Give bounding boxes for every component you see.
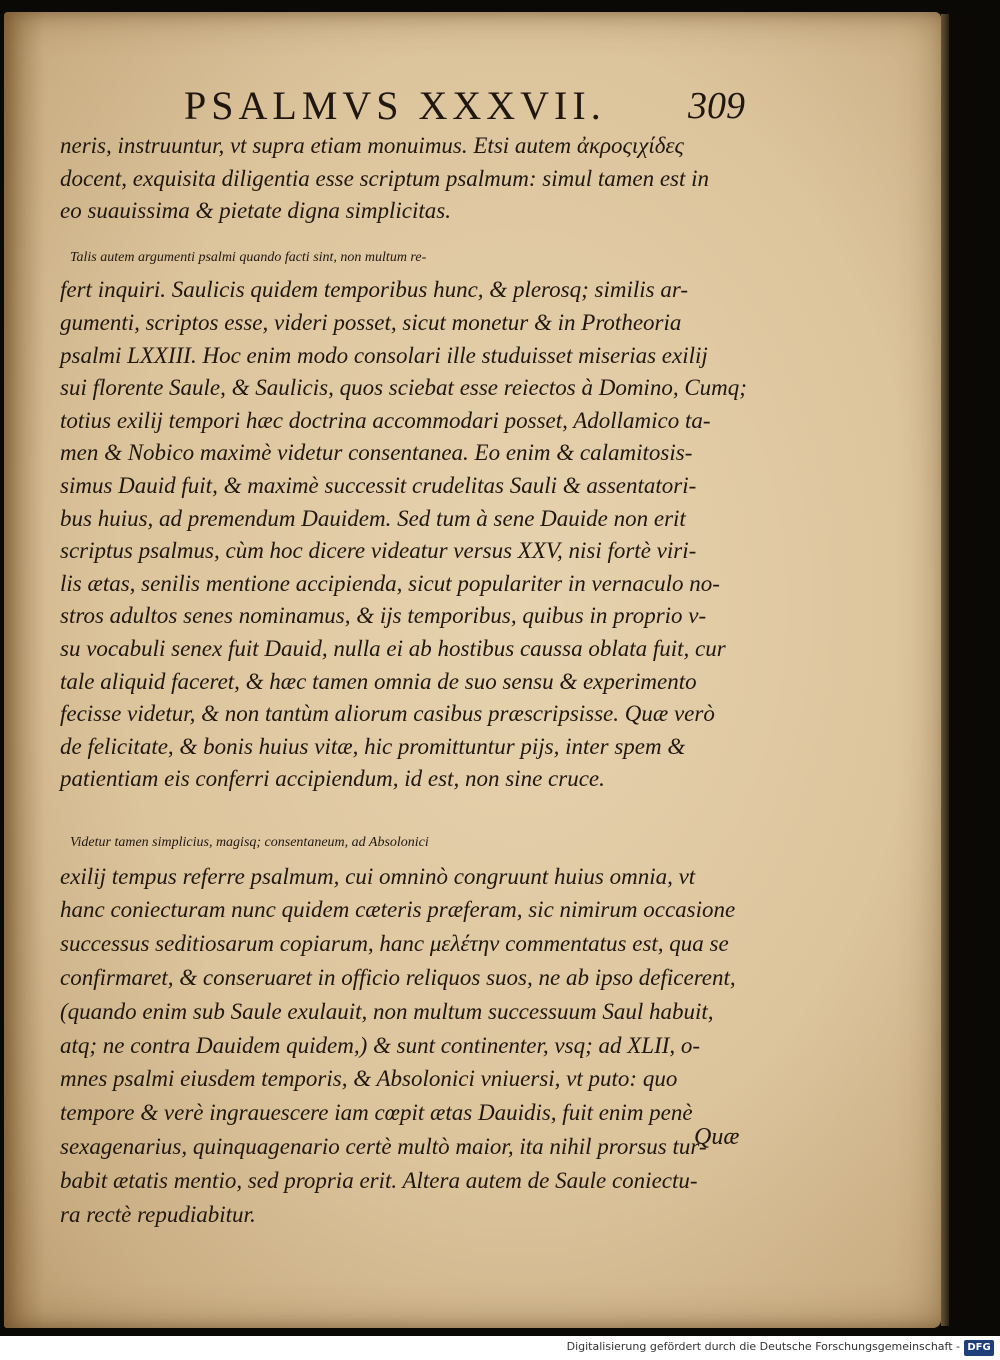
text-line: exilij tempus referre psalmum, cui omninò congruunt huius omnia, vt: [60, 863, 696, 889]
text-line: psalmi LXXIII. Hoc enim modo consolari ille studuisset miserias exilij: [60, 342, 708, 368]
text-line: simus Dauid fuit, & maximè successit crudelitas Sauli & assentatori-: [60, 472, 697, 498]
text-line: sexagenarius, quinquagenario certè multò maior, ita nihil prorsus tur-: [60, 1134, 707, 1160]
text-line: patientiam eis conferri accipiendum, id est, non sine cruce.: [60, 766, 605, 792]
text-line: (quando enim sub Saule exulauit, non multum successuum Saul habuit,: [60, 998, 714, 1024]
text-line: su vocabuli senex fuit Dauid, nulla ei ab hostibus caussa oblata fuit, cur: [60, 635, 726, 661]
text-line: docent, exquisita diligentia esse scriptum psalmum: simul tamen est in: [60, 165, 710, 191]
paragraph-1: [60, 130, 780, 228]
page-stain: [4, 12, 44, 1328]
paragraph-3: [60, 826, 780, 1232]
text-line: neris, instruuntur, vt supra etiam monuimus. Etsi autem ἀκροςιχίδες: [60, 133, 684, 158]
text-line: tale aliquid faceret, & hæc tamen omnia de suo sensu & experimento: [60, 668, 697, 694]
text-line: sui florente Saule, & Saulicis, quos sciebat esse reiectos à Domino, Cumq;: [60, 375, 747, 401]
text-line: men & Nobico maximè videtur consentanea. Eo enim & calamitosis-: [60, 440, 693, 466]
text-line: Talis autem argumenti psalmi quando facti sint, non multum re-: [70, 249, 427, 265]
page-edge: [941, 14, 949, 1326]
text-line: Videtur tamen simplicius, magisq; consentaneum, ad Absolonici: [70, 834, 429, 850]
text-line: confirmaret, & conseruaret in officio reliquos suos, ne ab ipso deficerent,: [60, 965, 736, 991]
page-title: PSALMVS XXXVII.: [184, 83, 606, 128]
text-line: tempore & verè ingrauescere iam cœpit ætas Dauidis, fuit enim penè: [60, 1100, 693, 1126]
text-line: fecisse videtur, & non tantùm aliorum casibus præscripsisse. Quæ verò: [60, 701, 715, 727]
text-line: atq; ne contra Dauidem quidem,) & sunt continenter, vsq; ad XLII, o-: [60, 1032, 701, 1058]
footer-credit: Digitalisierung gefördert durch die Deutsche Forschungsgemeinschaft -: [566, 1340, 960, 1353]
text-line: ra rectè repudiabitur.: [60, 1201, 256, 1227]
book-page: [4, 12, 941, 1328]
text-line: stros adultos senes nominamus, & ijs temporibus, quibus in proprio v-: [60, 603, 707, 629]
text-line: successus seditiosarum copiarum, hanc μελέτην commentatus est, qua se: [60, 931, 729, 957]
text-line: lis ætas, senilis mentione accipienda, sicut populariter in vernaculo no-: [60, 570, 720, 596]
text-line: gumenti, scriptos esse, videri posset, sicut monetur & in Protheoria: [60, 309, 682, 335]
catchword: Quæ: [694, 1124, 740, 1150]
text-line: mnes psalmi eiusdem temporis, & Absolonici vniuersi, vt puto: quo: [60, 1066, 678, 1092]
text-line: de felicitate, & bonis huius vitæ, hic promittuntur pijs, inter spem &: [60, 733, 686, 759]
text-line: scriptus psalmus, cùm hoc dicere videatur versus XXV, nisi fortè viri-: [60, 538, 697, 564]
running-head: [4, 82, 941, 132]
body-text: [60, 130, 780, 1231]
text-line: fert inquiri. Saulicis quidem temporibus hunc, & plerosq; similis ar-: [60, 277, 688, 303]
text-line: bus huius, ad premendum Dauidem. Sed tum à sene Dauide non erit: [60, 505, 686, 531]
page-number: 309: [688, 85, 745, 127]
text-line: babit ætatis mentio, sed propria erit. Altera autem de Saule coniectu-: [60, 1167, 698, 1193]
footer-bar: [0, 1336, 1000, 1360]
dfg-logo: DFG: [964, 1340, 994, 1356]
text-line: hanc coniecturam nunc quidem cæteris præferam, sic nimirum occasione: [60, 897, 736, 923]
text-line: eo suauissima & pietate digna simplicitas.: [60, 198, 451, 224]
paragraph-2: [60, 242, 780, 796]
text-line: totius exilij tempori hæc doctrina accommodari posset, Adollamico ta-: [60, 407, 711, 433]
